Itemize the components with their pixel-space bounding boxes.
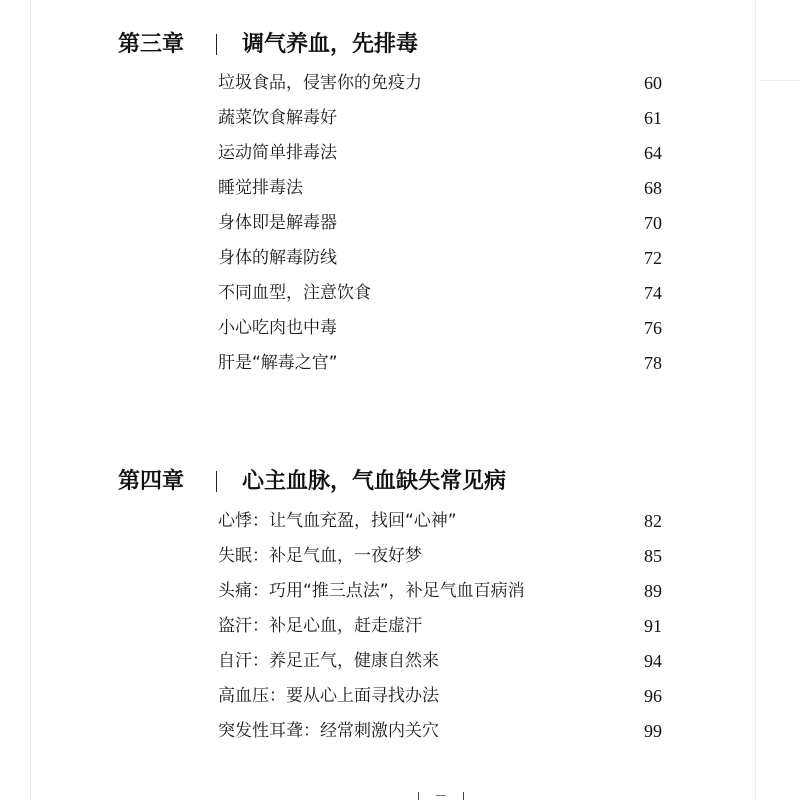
chapter-number: 第四章 [118,468,185,494]
entry-title: 垃圾食品，侵害你的免疫力 [218,73,422,93]
entry-title: 蔬菜饮食解毒好 [218,108,337,128]
entry-page-number: 85 [644,546,662,566]
toc-entry[interactable] [218,243,664,273]
toc-entry[interactable] [218,68,664,98]
toc-entry[interactable] [218,313,664,343]
entry-page-number: 72 [644,248,662,268]
toc-entry[interactable] [218,541,664,571]
entry-page-number: 64 [644,143,662,163]
entry-page-number: 96 [644,686,662,706]
entry-page-number: 94 [644,651,662,671]
entry-page-number: 82 [644,511,662,531]
chapter-number: 第三章 [118,31,185,57]
entry-title: 小心吃肉也中毒 [218,318,337,338]
entry-page-number: 78 [644,353,662,373]
chapter-title: 心主血脉，气血缺失常见病 [242,468,507,494]
toc-entry[interactable] [218,348,664,378]
toc-entry[interactable] [218,681,664,711]
entry-title: 失眠：补足气血，一夜好梦 [218,546,422,566]
entry-title: 突发性耳聋：经常刺激内关穴 [218,721,439,741]
entry-page-number: 70 [644,213,662,233]
toc-entry[interactable] [218,103,664,133]
entry-page-number: 91 [644,616,662,636]
chapter-3-heading [118,28,718,60]
toc-entry[interactable] [218,208,664,238]
entry-title: 身体即是解毒器 [218,213,337,233]
entry-page-number: 76 [644,318,662,338]
chapter-4-heading [118,465,718,497]
entry-title: 头痛：巧用“推三点法”，补足气血百病消 [218,581,525,601]
entry-page-number: 99 [644,721,662,741]
entry-title: 高血压：要从心上面寻找办法 [218,686,439,706]
entry-title: 睡觉排毒法 [218,178,303,198]
toc-entry[interactable] [218,611,664,641]
toc-entry[interactable] [218,576,664,606]
entry-page-number: 61 [644,108,662,128]
toc-entry[interactable] [218,506,664,536]
entry-page-number: 74 [644,283,662,303]
chapter-separator [216,34,217,55]
entry-title: 运动简单排毒法 [218,143,337,163]
folio-bar-right [463,792,464,800]
entry-title: 肝是“解毒之官” [218,353,338,373]
entry-title: 自汗：养足正气，健康自然来 [218,651,439,671]
page-edge-left [30,0,31,800]
entry-page-number: 60 [644,73,662,93]
page-edge-mark [760,80,800,81]
folio-mark [436,795,446,796]
entry-title: 身体的解毒防线 [218,248,337,268]
folio-ornament [418,792,464,800]
toc-entry[interactable] [218,278,664,308]
folio-bar-left [418,792,419,800]
toc-entry[interactable] [218,173,664,203]
chapter-separator [216,471,217,492]
entry-title: 盗汗：补足心血，赶走虚汗 [218,616,422,636]
entry-title: 不同血型，注意饮食 [218,283,371,303]
page-edge-right [755,0,756,800]
entry-page-number: 68 [644,178,662,198]
entry-title: 心悸：让气血充盈，找回“心神” [218,511,457,531]
toc-entry[interactable] [218,138,664,168]
entry-page-number: 89 [644,581,662,601]
chapter-title: 调气养血，先排毒 [242,31,419,57]
toc-entry[interactable] [218,646,664,676]
toc-entry[interactable] [218,716,664,746]
